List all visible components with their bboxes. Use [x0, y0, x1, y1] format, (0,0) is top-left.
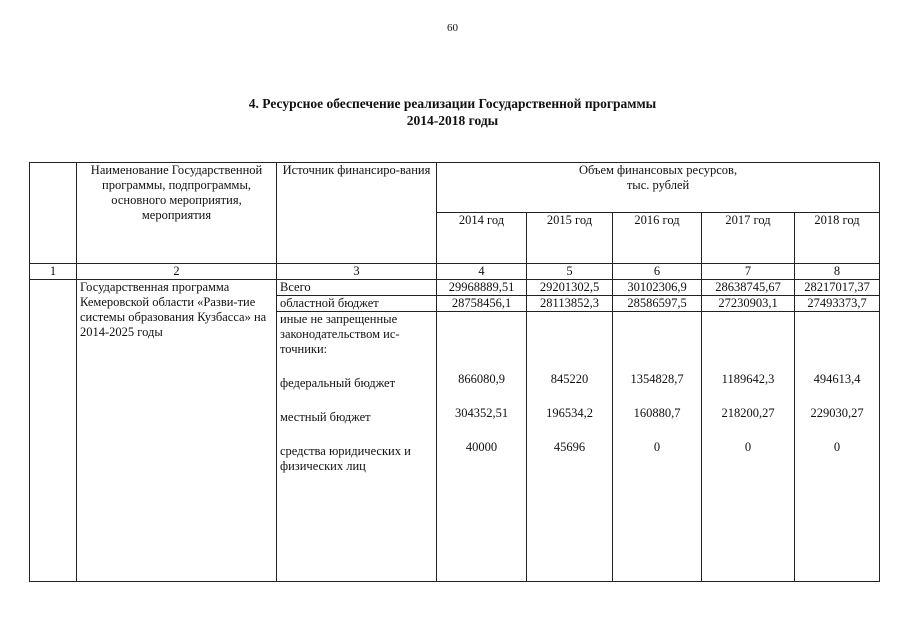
value-cell: 28638745,67	[702, 280, 795, 296]
value-cell: 27493373,7	[795, 296, 880, 312]
title-line-1: 4. Ресурсное обеспечение реализации Государственной программы	[248, 96, 657, 111]
column-number: 2	[77, 264, 277, 280]
spacer	[616, 312, 698, 372]
spacer	[705, 421, 791, 440]
header-volume-text: Объем финансовых ресурсов, тыс. рублей	[578, 163, 738, 192]
spacer	[530, 312, 609, 372]
value-column-2016	[613, 312, 702, 582]
value-cell: 0	[744, 440, 752, 454]
header-year-2017: 2017 год	[702, 213, 795, 264]
header-volume-cell	[437, 163, 880, 213]
column-number: 5	[527, 264, 613, 280]
spacer	[530, 387, 609, 406]
column-number: 1	[30, 264, 77, 280]
source-label: иные не запрещенные законодательством ис-точники:	[280, 312, 400, 356]
header-source-cell: Источник финансиро-вания	[277, 163, 437, 264]
value-cell: 304352,51	[454, 406, 509, 420]
value-cell: 28113852,3	[527, 296, 613, 312]
value-cell: 845220	[550, 372, 589, 386]
header-row-1	[30, 163, 880, 213]
value-cell: 1189642,3	[721, 372, 775, 386]
header-year-2018: 2018 год	[795, 213, 880, 264]
column-number-row	[30, 264, 880, 280]
header-name-cell: Наименование Государственной программы, подпрограммы, основного мероприятия, мероприятия	[77, 163, 277, 264]
source-label: средства юридических и физических лиц	[280, 444, 411, 473]
header-year-2015: 2015 год	[527, 213, 613, 264]
other-sources-cell	[277, 312, 437, 582]
source-cell: областной бюджет	[277, 296, 437, 312]
document-title	[0, 95, 905, 129]
spacer	[440, 312, 523, 372]
spacer	[280, 425, 433, 444]
table-row	[30, 280, 880, 296]
value-cell: 866080,9	[458, 372, 505, 386]
spacer	[798, 421, 876, 440]
page-number: 60	[447, 22, 458, 34]
value-cell: 1354828,7	[630, 372, 684, 386]
column-number: 8	[795, 264, 880, 280]
spacer	[616, 387, 698, 406]
column-number: 6	[613, 264, 702, 280]
program-index-cell	[30, 280, 77, 582]
source-label: федеральный бюджет	[280, 376, 396, 390]
spacer	[798, 387, 876, 406]
spacer	[616, 421, 698, 440]
value-column-2018	[795, 312, 880, 582]
resource-table	[29, 162, 880, 582]
value-cell: 29968889,51	[437, 280, 527, 296]
value-cell: 28217017,37	[795, 280, 880, 296]
source-cell: Всего	[277, 280, 437, 296]
column-number: 4	[437, 264, 527, 280]
column-number: 7	[702, 264, 795, 280]
value-column-2015	[527, 312, 613, 582]
value-column-2014	[437, 312, 527, 582]
source-label: местный бюджет	[280, 410, 371, 424]
value-cell: 28586597,5	[613, 296, 702, 312]
spacer	[280, 357, 433, 376]
header-year-2016: 2016 год	[613, 213, 702, 264]
value-column-2017	[702, 312, 795, 582]
value-cell: 29201302,5	[527, 280, 613, 296]
spacer	[798, 312, 876, 372]
program-name-cell: Государственная программа Кемеровской области «Разви-тие системы образования Кузбасса» на 2014-2025 годы	[77, 280, 277, 582]
value-cell: 160880,7	[633, 406, 681, 420]
value-cell: 45696	[553, 440, 586, 454]
spacer	[440, 387, 523, 406]
column-number: 3	[277, 264, 437, 280]
value-cell: 30102306,9	[613, 280, 702, 296]
value-cell: 27230903,1	[702, 296, 795, 312]
spacer	[440, 421, 523, 440]
header-year-2014: 2014 год	[437, 213, 527, 264]
value-cell: 40000	[465, 440, 498, 454]
spacer	[705, 312, 791, 372]
value-cell: 0	[833, 440, 841, 454]
value-cell: 229030,27	[810, 406, 864, 420]
value-cell: 28758456,1	[437, 296, 527, 312]
spacer	[705, 387, 791, 406]
value-cell: 196534,2	[546, 406, 593, 420]
value-cell: 0	[653, 440, 661, 454]
spacer	[530, 421, 609, 440]
value-cell: 218200,27	[721, 406, 775, 420]
value-cell: 494613,4	[813, 372, 861, 386]
header-index-cell	[30, 163, 77, 264]
spacer	[280, 391, 433, 410]
title-line-2: 2014-2018 годы	[406, 113, 499, 128]
